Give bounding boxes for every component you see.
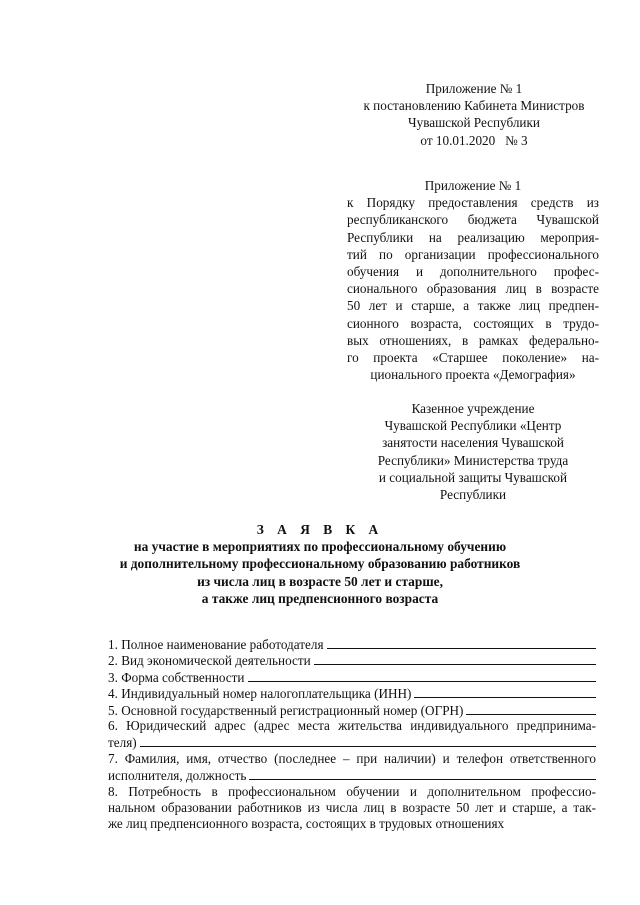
addressee-line: Республики: [439, 487, 507, 503]
appendix-2-line: 50 лет и старше, а также лиц предпен-: [347, 298, 599, 314]
appendix-2-line: к Порядку предоставления средств из: [347, 195, 599, 211]
appendix-1-line: Чувашской Республики: [408, 115, 540, 131]
appendix-2-line: Республики на реализацию мероприя-: [347, 229, 599, 245]
title-word: З А Я В К А: [256, 522, 384, 537]
appendix-2-line: вых отношениях, в рамках федерально-: [347, 332, 599, 348]
field-label: 8. Потребность в профессиональном обучении и дополнительном профессио-: [108, 783, 596, 799]
field-label: 1. Полное наименование работодателя: [108, 637, 324, 652]
addressee-line: Казенное учреждение: [411, 401, 535, 416]
appendix-1-line: к постановлению Кабинета Министров: [363, 98, 585, 114]
application-form: [108, 636, 596, 833]
appendix-2-line: го проекта «Старшее поколение» на-: [347, 350, 599, 366]
document-title: [110, 521, 530, 607]
title-line: из числа лиц в возрасте 50 лет и старше,: [197, 573, 443, 589]
appendix-2-block: [347, 177, 599, 383]
appendix-2-line: республиканского бюджета Чувашской: [347, 212, 599, 228]
field-label: 3. Форма собственности: [108, 669, 245, 685]
field-legal-address: [108, 718, 596, 751]
addressee-block: [362, 400, 584, 503]
field-blank-employer-name[interactable]: [327, 636, 596, 649]
title-line: а также лиц предпенсионного возраста: [201, 590, 439, 606]
field-blank-responsible-person[interactable]: [249, 767, 596, 780]
addressee-line: Республики» Министерства труда: [377, 452, 569, 468]
field-blank-inn[interactable]: [414, 685, 596, 698]
appendix-2-line: тий по организации профессионального: [347, 246, 599, 262]
field-label: 6. Юридический адрес (адрес места жительства индивидуального предпринима-: [108, 717, 596, 733]
appendix-2-line: сионного возраста, состоящих в трудо-: [347, 315, 599, 331]
field-blank-activity-type[interactable]: [314, 652, 596, 665]
field-blank-legal-address[interactable]: [140, 734, 596, 747]
appendix-2-line: сионального образования лиц в возрасте: [347, 281, 599, 297]
appendix-1-line: от 10.01.2020 № 3: [420, 132, 528, 148]
field-ownership-form: [108, 669, 596, 685]
field-label: теля): [108, 735, 137, 751]
field-label: 2. Вид экономической деятельности: [108, 653, 311, 669]
field-inn: [108, 685, 596, 701]
field-label: нальном образовании работников из числа лиц в возрасте 50 лет и старше, а так-: [108, 799, 596, 815]
field-employer-name: [108, 636, 596, 652]
field-training-need: [108, 784, 596, 833]
field-label: 4. Индивидуальный номер налогоплательщика (ИНН): [108, 686, 412, 702]
field-ogrn: [108, 702, 596, 718]
addressee-line: занятости населения Чувашской: [382, 435, 564, 451]
appendix-2-heading: Приложение № 1: [424, 178, 522, 193]
field-label: исполнителя, должность: [108, 768, 247, 784]
field-label: 7. Фамилия, имя, отчество (последнее – при наличии) и телефон ответственного: [108, 750, 596, 766]
title-line: и дополнительному профессиональному образованию работников: [119, 556, 521, 572]
field-label: же лиц предпенсионного возраста, состоящих в трудовых отношениях: [108, 816, 505, 832]
field-blank-ownership-form[interactable]: [248, 669, 597, 682]
appendix-2-line: ционального проекта «Демография»: [370, 367, 576, 383]
field-label: 5. Основной государственный регистрационный номер (ОГРН): [108, 702, 464, 718]
appendix-1-line: Приложение № 1: [425, 81, 523, 96]
addressee-line: Чувашской Республики «Центр: [384, 418, 562, 434]
appendix-1-block: [350, 80, 598, 149]
appendix-2-line: обучения и дополнительного профес-: [347, 264, 599, 280]
field-responsible-person: [108, 751, 596, 784]
addressee-line: и социальной защиты Чувашской: [378, 469, 568, 485]
field-blank-ogrn[interactable]: [466, 702, 596, 715]
field-activity-type: [108, 652, 596, 668]
title-line: на участие в мероприятиях по профессиональному обучению: [133, 539, 507, 555]
